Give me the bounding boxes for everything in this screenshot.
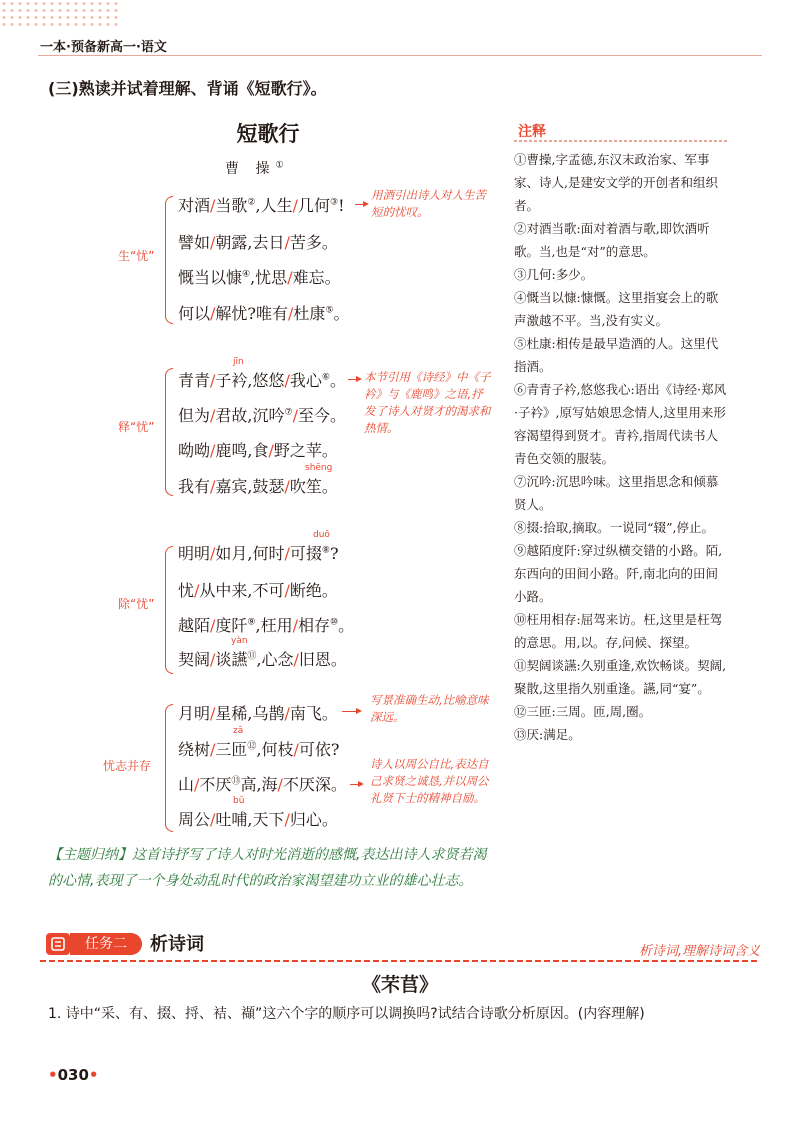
running-header: 一本·预备新高一·语文: [40, 40, 167, 55]
corner-dots-decoration: [0, 0, 120, 30]
stanza-label: 忧志并存: [103, 759, 152, 773]
question-1: 1. 诗中“采、有、掇、捋、袺、襭”这六个字的顺序可以调换吗?试结合诗歌分析原因。(内容理解): [48, 1006, 645, 1022]
task-label: 任务二: [70, 933, 142, 955]
note-item: ④慨当以慷:慷慨。这里指宴会上的歌声激越不平。当,没有实义。: [514, 290, 719, 328]
annotation-arrow: [355, 204, 367, 205]
poem-author: 曹 操①: [225, 160, 290, 177]
pinyin: bǔ: [233, 796, 245, 806]
poem2-title: 《芣苢》: [361, 974, 438, 996]
annotation-arrow: [350, 784, 362, 785]
poem-line: 何以/解忧?唯有/杜康⑤。: [178, 304, 350, 323]
side-note: 用酒引出诗人对人生苦短的忧叹。: [371, 188, 486, 219]
notes-list: [514, 148, 728, 746]
poem-title: 短歌行: [236, 121, 300, 146]
stanza-brace: [165, 704, 173, 832]
summary-tag: 【主题归纳】: [48, 847, 132, 863]
side-note: 诗人以周公自比,表达自己求贤之诚恳,并以周公礼贤下士的精神自励。: [370, 757, 489, 805]
note-item: ⑦沉吟:沉思吟味。这里指思念和倾慕贤人。: [514, 474, 719, 512]
note-item: ⑫三匝:三周。匝,周,圈。: [514, 704, 652, 719]
side-note: 本节引用《诗经》中《子衿》与《鹿鸣》之语,抒发了诗人对贤才的渴求和热情。: [364, 370, 491, 435]
poem-line: 明明/如月,何时/可掇⑧?: [178, 544, 339, 563]
note-item: ⑥青青子衿,悠悠我心:语出《诗经·郑风·子衿》,原写姑娘思念情人,这里用来形容渴望得到贤才。青衿,指周代读书人青色交领的服装。: [514, 382, 727, 466]
poem-line: 周公/吐哺,天下/归心。: [178, 810, 338, 829]
stanza-brace: [165, 196, 173, 324]
note-item: ⑤杜康:相传是最早造酒的人。这里代指酒。: [514, 336, 719, 374]
annotation-arrow: [348, 379, 360, 380]
side-note: 写景准确生动,比喻意味深远。: [370, 693, 489, 724]
poem-line: 忧/从中来,不可/断绝。: [178, 581, 338, 600]
notes-divider: [514, 140, 728, 142]
stanza-label: 释“忧”: [118, 420, 155, 434]
page-number: •030•: [48, 1066, 99, 1084]
pinyin: jīn: [233, 357, 244, 367]
poem-line: 呦呦/鹿鸣,食/野之苹。: [178, 441, 338, 460]
notes-heading: 注释: [518, 124, 546, 140]
note-item: ③几何:多少。: [514, 267, 594, 282]
note-item: ⑨越陌度阡:穿过纵横交错的小路。陌,东西向的田间小路。阡,南北向的田间小路。: [514, 543, 723, 604]
stanza-brace: [165, 546, 173, 674]
poem-line: 契阔/谈讌⑪,心念/旧恩。: [178, 650, 347, 669]
stanza-label: 除“忧”: [118, 597, 155, 611]
task-divider: [40, 960, 760, 962]
summary-text: 这首诗抒写了诗人对时光消逝的感慨,表达出诗人求贤若渴的心情,表现了一个身处动乱时代的政治家渴望建功立业的雄心壮志。: [48, 847, 487, 889]
poem-line: 青青/子衿,悠悠/我心⑥。: [178, 371, 346, 390]
note-item: ①曹操,字孟德,东汉末政治家、军事家、诗人,是建安文学的开创者和组织者。: [514, 152, 718, 213]
task-name: 析诗词: [150, 934, 204, 955]
poem-line: 绕树/三匝⑫,何枝/可依?: [178, 740, 340, 759]
poem-line: 譬如/朝露,去日/苦多。: [178, 233, 338, 252]
poem-line: 越陌/度阡⑨,枉用/相存⑩。: [178, 616, 355, 635]
stanza-brace: [165, 368, 173, 496]
pinyin: duō: [313, 530, 330, 540]
poem-line: 山/不厌⑬高,海/不厌深。: [178, 775, 347, 794]
annotation-arrow: [342, 711, 360, 712]
theme-summary: [48, 842, 490, 894]
stanza-label: 生“忧”: [118, 249, 155, 263]
header-divider: [38, 55, 762, 56]
task-icon: [46, 933, 70, 955]
section-title: (三)熟读并试着理解、背诵《短歌行》。: [48, 79, 327, 98]
note-item: ⑧掇:拾取,摘取。一说同“辍”,停止。: [514, 520, 714, 535]
task-description: 析诗词,理解诗词含义: [638, 944, 760, 959]
note-item: ⑬厌:满足。: [514, 727, 581, 742]
note-item: ②对酒当歌:面对着酒与歌,即饮酒听歌。当,也是“对”的意思。: [514, 221, 710, 259]
note-item: ⑪契阔谈讌:久别重逢,欢饮畅谈。契阔,聚散,这里指久别重逢。讌,同“宴”。: [514, 658, 727, 696]
poem-line: 但为/君故,沉吟⑦/至今。: [178, 406, 346, 425]
poem-line: 慨当以慷④,忧思/难忘。: [178, 268, 341, 287]
poem-line: 对酒/当歌②,人生/几何③!: [178, 196, 345, 215]
pinyin: shēng: [305, 463, 333, 473]
pinyin: yàn: [231, 636, 248, 646]
pinyin: zā: [233, 726, 244, 736]
poem-line: 我有/嘉宾,鼓瑟/吹笙。: [178, 477, 338, 496]
note-item: ⑩枉用相存:屈驾来访。枉,这里是枉驾的意思。用,以。存,问候、探望。: [514, 612, 723, 650]
poem-line: 月明/星稀,乌鹊/南飞。: [178, 704, 338, 723]
